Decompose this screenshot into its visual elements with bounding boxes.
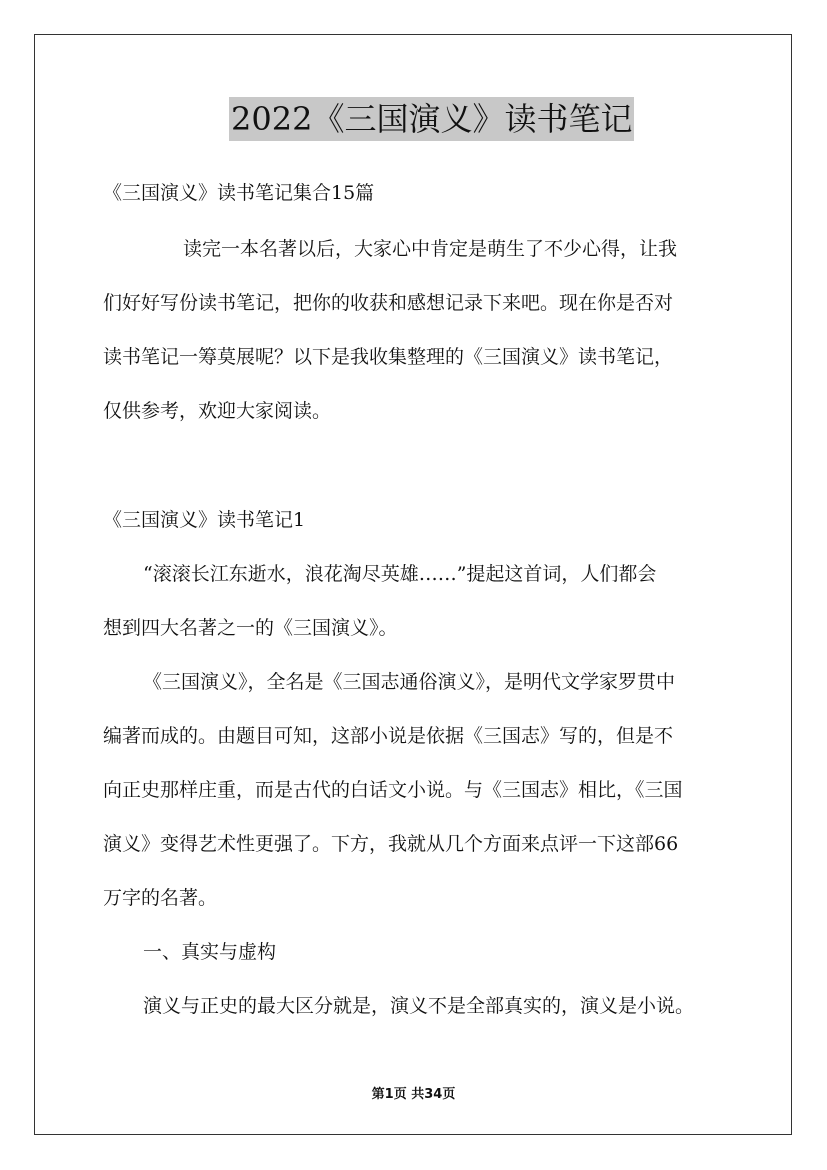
body-line: 演义与正史的最大区分就是，演义不是全部真实的，演义是小说。 xyxy=(143,995,695,1017)
intro-line: 们好好写份读书笔记，把你的收获和感想记录下来吧。现在你是否对 xyxy=(103,292,674,314)
intro-line: 读完一本名著以后，大家心中肯定是萌生了不少心得，让我 xyxy=(183,238,678,260)
document-subtitle: 《三国演义》读书笔记集合15篇 xyxy=(103,182,375,204)
section-heading: 《三国演义》读书笔记1 xyxy=(103,509,306,531)
intro-line: 仅供参考，欢迎大家阅读。 xyxy=(103,400,332,422)
body-line: 《三国演义》，全名是《三国志通俗演义》，是明代文学家罗贯中 xyxy=(143,671,676,693)
body-line: 编著而成的。由题目可知，这部小说是依据《三国志》写的，但是不 xyxy=(103,725,674,747)
body-line: 演义》变得艺术性更强了。下方，我就从几个方面来点评一下这部66 xyxy=(103,833,679,855)
intro-line: 读书笔记一筹莫展呢？以下是我收集整理的《三国演义》读书笔记， xyxy=(103,346,674,368)
body-line: 万字的名著。 xyxy=(103,887,218,909)
body-line: “滚滚长江东逝水，浪花淘尽英雄……”提起这首词，人们都会 xyxy=(143,563,657,585)
page-footer: 第1页 共34页 xyxy=(371,1087,456,1102)
sub-heading: 一、真实与虚构 xyxy=(143,941,277,963)
body-line: 向正史那样庄重，而是古代的白话文小说。与《三国志》相比，《三国 xyxy=(103,779,683,801)
document-title: 2022《三国演义》读书笔记 xyxy=(229,97,634,141)
body-line: 想到四大名著之一的《三国演义》。 xyxy=(103,617,398,639)
